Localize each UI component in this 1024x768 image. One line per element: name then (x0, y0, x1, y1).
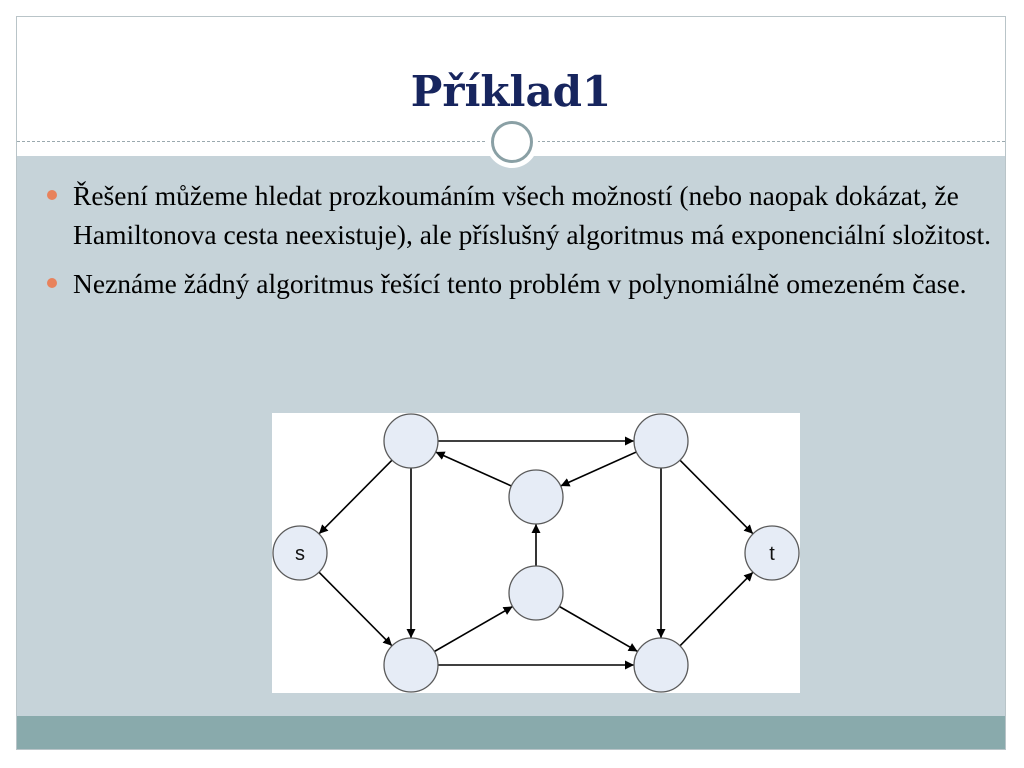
edge-bottom_left-to-mid_lower (434, 607, 512, 652)
edge-mid_upper-to-top_left (436, 452, 512, 486)
slide-title: Příklad1 (410, 67, 612, 116)
bullet-item-1 (73, 176, 993, 254)
bullet-dot-icon (47, 278, 57, 288)
bullet-dot-icon (47, 190, 57, 200)
graph-node-bottom_right (634, 638, 688, 692)
node-label-s: s (295, 543, 305, 565)
edge-s-to-bottom_left (319, 572, 392, 646)
footer-band (17, 716, 1005, 749)
node-circle-top_right (634, 414, 688, 468)
bullet-list (73, 176, 993, 313)
edge-top_right-to-mid_upper (561, 452, 637, 486)
edge-top_right-to-t (680, 460, 753, 534)
graph-node-mid_upper (509, 470, 563, 524)
graph-node-t (745, 526, 799, 580)
node-circle-top_left (384, 414, 438, 468)
divider-ornament (486, 116, 538, 168)
graph-node-mid_lower (509, 566, 563, 620)
edge-top_left-to-s (319, 460, 392, 534)
edge-mid_lower-to-bottom_right (559, 607, 637, 652)
graph-diagram (272, 413, 800, 693)
node-circle-bottom_right (634, 638, 688, 692)
node-label-t: t (769, 543, 775, 565)
node-circle-bottom_left (384, 638, 438, 692)
bullet-item-2 (73, 264, 993, 303)
node-circle-mid_upper (509, 470, 563, 524)
graph-node-bottom_left (384, 638, 438, 692)
graph-node-top_right (634, 414, 688, 468)
edge-bottom_right-to-t (680, 572, 753, 646)
graph-node-top_left (384, 414, 438, 468)
node-circle-mid_lower (509, 566, 563, 620)
graph-node-s (273, 526, 327, 580)
bullet-text-1: Řešení můžeme hledat prozkoumáním všech možností (nebo naopak dokázat, že Hamiltonova cesta neexistuje), ale příslušný algoritmus má exponenciální složitost. (73, 180, 991, 250)
graph-panel (272, 413, 800, 693)
bullet-text-2: Neznáme žádný algoritmus řešící tento problém v polynomiálně omezeném čase. (73, 268, 967, 299)
